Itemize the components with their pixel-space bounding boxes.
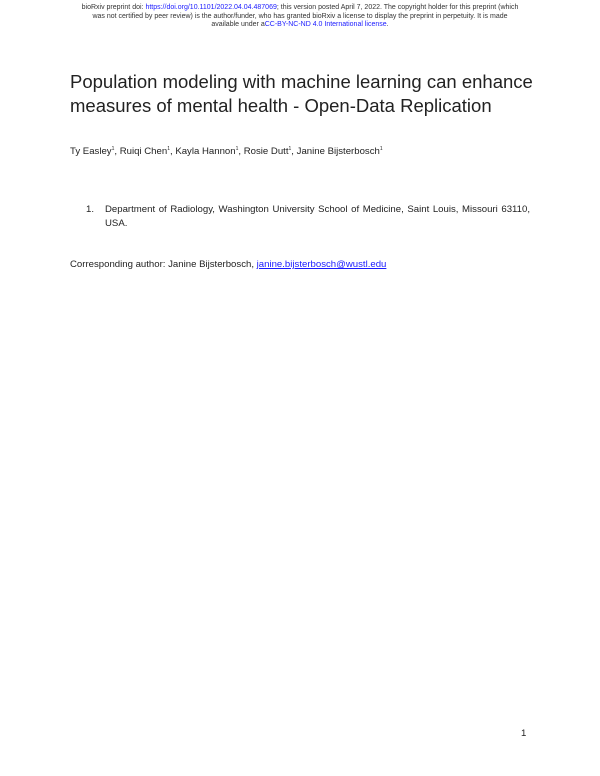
page-number: 1 — [521, 728, 527, 739]
paper-title — [70, 70, 540, 118]
affiliation-number: 1. — [86, 204, 95, 215]
author-name: Janine Bijsterbosch — [296, 146, 380, 157]
header-line-3 — [40, 21, 560, 30]
preprint-header — [40, 4, 560, 30]
author-separator: , — [169, 146, 176, 157]
affiliation-item — [86, 203, 530, 231]
header-line-2: was not certified by peer review) is the author/funder, who has granted bioRxiv a license to display the preprint in perpetuity. It is made — [92, 12, 508, 20]
author-name: Kayla Hannon — [175, 146, 236, 157]
header-line-1-suffix: ; this version posted April 7, 2022. The copyright holder for this preprint (which — [276, 4, 519, 11]
paper-title-line-1: Population modeling with machine learning can enhance — [70, 71, 533, 92]
affiliation-text: Department of Radiology, Washington University School of Medicine, Saint Louis, Missouri 63110, USA. — [105, 204, 530, 229]
author-separator: , — [291, 146, 297, 157]
author-affiliation-marker: 1 — [167, 146, 170, 152]
author-name: Rosie Dutt — [243, 146, 289, 157]
author-affiliation-marker: 1 — [111, 146, 115, 152]
author-affiliation-marker: 1 — [379, 146, 383, 152]
corresponding-email-link[interactable]: janine.bijsterbosch@wustl.edu — [256, 259, 387, 270]
author-separator: , — [238, 146, 244, 157]
license-link[interactable]: CC-BY-NC-ND 4.0 International license — [264, 21, 387, 28]
header-license-suffix: . — [386, 21, 389, 28]
author-separator: , — [114, 146, 120, 157]
corresponding-author — [70, 259, 540, 271]
author-affiliation-marker: 1 — [235, 146, 239, 152]
author-name: Ty Easley — [70, 146, 112, 157]
doi-link[interactable]: https://doi.org/10.1101/2022.04.04.487069 — [145, 4, 277, 11]
author-name: Ruiqi Chen — [119, 146, 168, 157]
header-doi-prefix: bioRxiv preprint doi: — [81, 4, 146, 11]
author-affiliation-marker: 1 — [288, 146, 292, 152]
header-line-1 — [40, 4, 560, 13]
author-list — [70, 146, 540, 158]
corresponding-author-label: Corresponding author: Janine Bijsterbosch, — [70, 259, 257, 270]
header-license-prefix: available under a — [211, 21, 265, 28]
paper-title-line-2: measures of mental health - Open-Data Replication — [70, 95, 492, 116]
